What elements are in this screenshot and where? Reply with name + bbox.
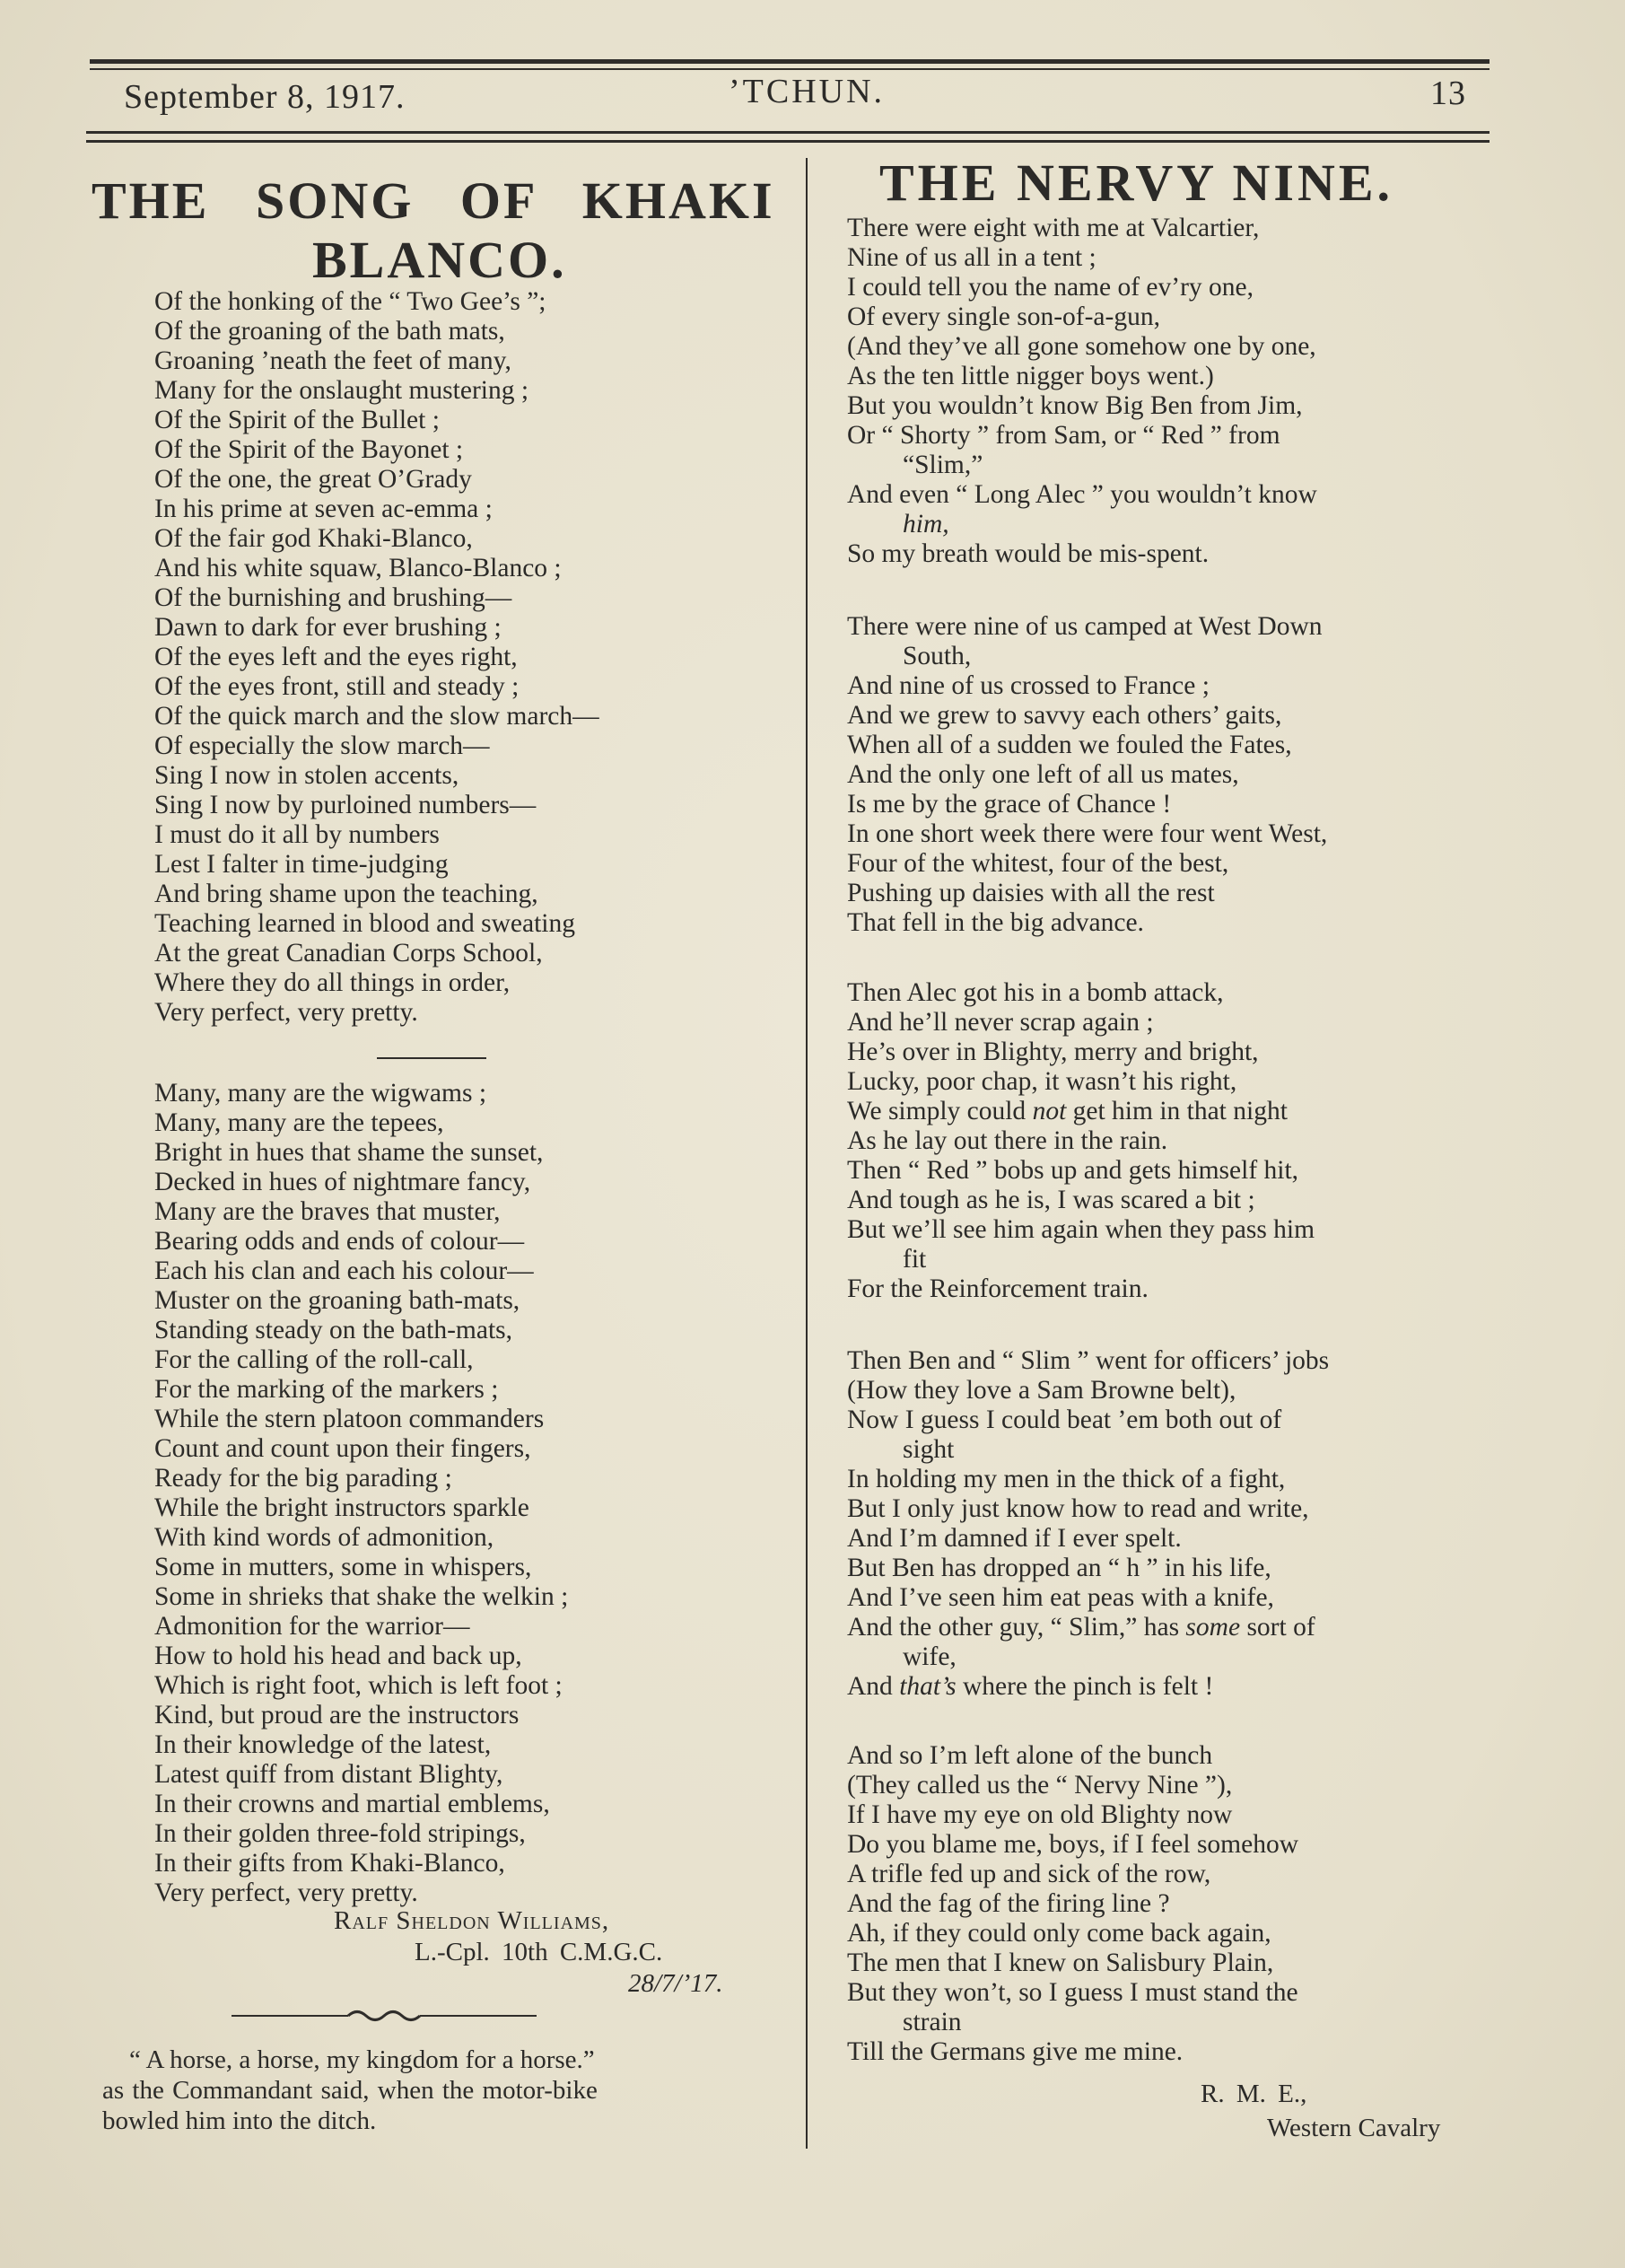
verse-line: (And they’ve all gone somehow one by one,: [847, 332, 1316, 361]
verse-line: Bright in hues that shame the sunset,: [154, 1138, 544, 1167]
nervy-nine-stanza-5: [847, 1741, 1298, 2067]
verse-line: And the other guy, “ Slim,” has some sort of: [847, 1613, 1315, 1642]
signature-name: Ralf Sheldon Williams,: [334, 1906, 610, 1935]
verse-line: In their crowns and martial emblems,: [154, 1790, 550, 1818]
verse-line: Muster on the groaning bath-mats,: [154, 1286, 520, 1315]
verse-line: strain: [903, 2008, 962, 2036]
verse-line: And I’ve seen him eat peas with a knife,: [847, 1583, 1274, 1612]
verse-line: Now I guess I could beat ’em both out of: [847, 1405, 1282, 1434]
verse-line: Lest I falter in time-judging: [154, 850, 449, 879]
verse-line: Which is right foot, which is left foot ;: [154, 1671, 563, 1700]
verse-line: And he’ll never scrap again ;: [847, 1008, 1154, 1037]
verse-line: Of the eyes left and the eyes right,: [154, 643, 518, 671]
verse-line: Till the Germans give me mine.: [847, 2037, 1184, 2066]
verse-line: How to hold his head and back up,: [154, 1642, 522, 1670]
stanza-separator: [377, 1057, 486, 1059]
verse-line: Of the honking of the “ Two Gee’s ”;: [154, 287, 546, 316]
poem-title-line-2: BLANCO.: [312, 231, 567, 289]
verse-line: For the marking of the markers ;: [154, 1375, 499, 1404]
verse-line: Teaching learned in blood and sweating: [154, 909, 575, 938]
verse-line: Where they do all things in order,: [154, 968, 511, 997]
verse-line: Ah, if they could only come back again,: [847, 1919, 1271, 1948]
verse-line: Sing I now in stolen accents,: [154, 761, 459, 790]
verse-line: Four of the whitest, four of the best,: [847, 849, 1229, 878]
verse-line: Many for the onslaught mustering ;: [154, 376, 529, 405]
verse-line: At the great Canadian Corps School,: [154, 939, 543, 968]
verse-line: And that’s where the pinch is felt !: [847, 1672, 1214, 1701]
verse-line: Decked in hues of nightmare fancy,: [154, 1168, 531, 1196]
joke-line-3: bowled him into the ditch.: [102, 2106, 377, 2135]
publication-title: ’TCHUN.: [729, 73, 886, 110]
verse-line: Kind, but proud are the instructors: [154, 1701, 520, 1729]
column-divider: [806, 158, 808, 2149]
verse-line: And I’m damned if I ever spelt.: [847, 1524, 1182, 1553]
verse-line: As the ten little nigger boys went.): [847, 362, 1214, 390]
verse-line: Many are the braves that muster,: [154, 1197, 501, 1226]
verse-line: Of especially the slow march—: [154, 731, 490, 760]
verse-line: Latest quiff from distant Blighty,: [154, 1760, 503, 1789]
verse-line: A trifle fed up and sick of the row,: [847, 1860, 1211, 1888]
verse-line: But I only just know how to read and write,: [847, 1494, 1309, 1523]
verse-line: Some in mutters, some in whispers,: [154, 1553, 532, 1581]
verse-line: In his prime at seven ac-emma ;: [154, 495, 493, 523]
verse-line: Of every single son-of-a-gun,: [847, 302, 1160, 331]
signature-initials: R. M. E.,: [1201, 2080, 1307, 2108]
verse-line: While the bright instructors sparkle: [154, 1493, 529, 1522]
verse-line: (They called us the “ Nervy Nine ”),: [847, 1771, 1233, 1800]
verse-line: Of the eyes front, still and steady ;: [154, 672, 520, 701]
verse-line: Then Alec got his in a bomb attack,: [847, 978, 1224, 1007]
verse-line: And tough as he is, I was scared a bit ;: [847, 1186, 1255, 1214]
verse-line: Do you blame me, boys, if I feel somehow: [847, 1830, 1299, 1859]
verse-line: Ready for the big parading ;: [154, 1464, 452, 1493]
verse-line: The men that I knew on Salisbury Plain,: [847, 1948, 1274, 1977]
verse-line: But we’ll see him again when they pass him: [847, 1215, 1315, 1244]
verse-line: And the only one left of all us mates,: [847, 760, 1239, 789]
verse-line: In their golden three-fold stripings,: [154, 1819, 526, 1848]
verse-line: Very perfect, very pretty.: [154, 1878, 418, 1907]
verse-line: Standing steady on the bath-mats,: [154, 1316, 512, 1344]
verse-line: Some in shrieks that shake the welkin ;: [154, 1582, 569, 1611]
verse-line: Dawn to dark for ever brushing ;: [154, 613, 502, 642]
verse-line: Of the burnishing and brushing—: [154, 583, 512, 612]
issue-date: September 8, 1917.: [124, 78, 406, 116]
verse-line: There were eight with me at Valcartier,: [847, 214, 1260, 242]
verse-line: In their knowledge of the latest,: [154, 1730, 492, 1759]
verse-line: wife,: [903, 1642, 957, 1671]
verse-line: Each his clan and each his colour—: [154, 1257, 534, 1285]
verse-line: And the fag of the firing line ?: [847, 1889, 1170, 1918]
verse-line: In their gifts from Khaki-Blanco,: [154, 1849, 505, 1878]
verse-line: So my breath would be mis-spent.: [847, 539, 1210, 568]
signature-date: 28/7/’17.: [628, 1969, 723, 1998]
verse-line: Count and count upon their fingers,: [154, 1434, 531, 1463]
verse-line: “Slim,”: [903, 451, 983, 479]
poem-title-nervy-nine: THE NERVY NINE.: [879, 153, 1394, 212]
verse-line: Of the groaning of the bath mats,: [154, 317, 505, 346]
verse-line: Of the fair god Khaki-Blanco,: [154, 524, 473, 553]
verse-line: Groaning ’neath the feet of many,: [154, 346, 511, 375]
top-rule-thin: [90, 68, 1490, 70]
verse-line: sight: [903, 1435, 955, 1464]
verse-line: Many, many are the tepees,: [154, 1108, 444, 1137]
verse-line: We simply could not get him in that night: [847, 1097, 1288, 1125]
joke-line-2: as the Commandant said, when the motor-bike: [102, 2076, 598, 2105]
verse-line: In one short week there were four went West,: [847, 819, 1328, 848]
ornamental-divider: [232, 2005, 537, 2027]
header-rule-lower: [86, 140, 1490, 143]
nervy-nine-stanza-3: [847, 978, 1315, 1304]
verse-line: Lucky, poor chap, it wasn’t his right,: [847, 1067, 1237, 1096]
verse-line: Many, many are the wigwams ;: [154, 1079, 487, 1108]
khaki-blanco-stanza-2: [154, 1079, 568, 1908]
poem-title-line-1: THE SONG OF KHAKI: [92, 171, 775, 230]
verse-line: But they won’t, so I guess I must stand the: [847, 1978, 1298, 2007]
verse-line: But Ben has dropped an “ h ” in his life,: [847, 1554, 1271, 1582]
verse-line: Then “ Red ” bobs up and gets himself hit,: [847, 1156, 1299, 1185]
verse-line: There were nine of us camped at West Down: [847, 612, 1323, 641]
verse-line: (How they love a Sam Browne belt),: [847, 1376, 1236, 1405]
verse-line: Of the Spirit of the Bayonet ;: [154, 435, 464, 464]
verse-line: For the Reinforcement train.: [847, 1274, 1149, 1303]
verse-line: And his white squaw, Blanco-Blanco ;: [154, 554, 562, 582]
verse-line: That fell in the big advance.: [847, 908, 1144, 937]
verse-line: With kind words of admonition,: [154, 1523, 494, 1552]
verse-line: And so I’m left alone of the bunch: [847, 1741, 1213, 1770]
top-rule-thick: [90, 59, 1490, 64]
nervy-nine-stanza-1: [847, 214, 1317, 569]
khaki-blanco-stanza-1: [154, 287, 599, 1028]
verse-line: South,: [903, 642, 972, 670]
verse-line: Sing I now by purloined numbers—: [154, 791, 537, 819]
nervy-nine-stanza-4: [847, 1346, 1329, 1702]
verse-line: And we grew to savvy each others’ gaits,: [847, 701, 1282, 730]
verse-line: him,: [903, 510, 949, 539]
signature-rank: L.-Cpl. 10th C.M.G.C.: [415, 1938, 663, 1966]
verse-line: In holding my men in the thick of a fight,: [847, 1465, 1286, 1493]
poem-title-khaki-blanco: [92, 169, 782, 293]
verse-line: Of the Spirit of the Bullet ;: [154, 406, 440, 434]
verse-line: fit: [903, 1245, 927, 1274]
nervy-nine-stanza-2: [847, 612, 1327, 938]
verse-line: Or “ Shorty ” from Sam, or “ Red ” from: [847, 421, 1280, 450]
verse-line: Then Ben and “ Slim ” went for officers’ jobs: [847, 1346, 1330, 1375]
verse-line: I could tell you the name of ev’ry one,: [847, 273, 1254, 302]
verse-line: I must do it all by numbers: [154, 820, 440, 849]
verse-line: Of the quick march and the slow march—: [154, 702, 599, 731]
verse-line: When all of a sudden we fouled the Fates,: [847, 731, 1292, 759]
verse-line: He’s over in Blighty, merry and bright,: [847, 1038, 1259, 1066]
signature-unit: Western Cavalry: [1267, 2114, 1441, 2142]
verse-line: Very perfect, very pretty.: [154, 998, 418, 1027]
joke-line-1: “ A horse, a horse, my kingdom for a horse.”: [129, 2045, 595, 2074]
verse-line: If I have my eye on old Blighty now: [847, 1800, 1233, 1829]
verse-line: Admonition for the warrior—: [154, 1612, 470, 1641]
verse-line: Pushing up daisies with all the rest: [847, 879, 1215, 907]
verse-line: And bring shame upon the teaching,: [154, 880, 538, 908]
verse-line: And nine of us crossed to France ;: [847, 671, 1210, 700]
verse-line: Is me by the grace of Chance !: [847, 790, 1172, 819]
page-number: 13: [1430, 74, 1466, 112]
verse-line: While the stern platoon commanders: [154, 1405, 545, 1433]
verse-line: But you wouldn’t know Big Ben from Jim,: [847, 391, 1303, 420]
verse-line: As he lay out there in the rain.: [847, 1126, 1168, 1155]
verse-line: Bearing odds and ends of colour—: [154, 1227, 525, 1256]
verse-line: Nine of us all in a tent ;: [847, 243, 1096, 272]
header-rule-upper: [86, 131, 1490, 134]
verse-line: And even “ Long Alec ” you wouldn’t know: [847, 480, 1317, 509]
verse-line: Of the one, the great O’Grady: [154, 465, 472, 494]
verse-line: For the calling of the roll-call,: [154, 1345, 474, 1374]
